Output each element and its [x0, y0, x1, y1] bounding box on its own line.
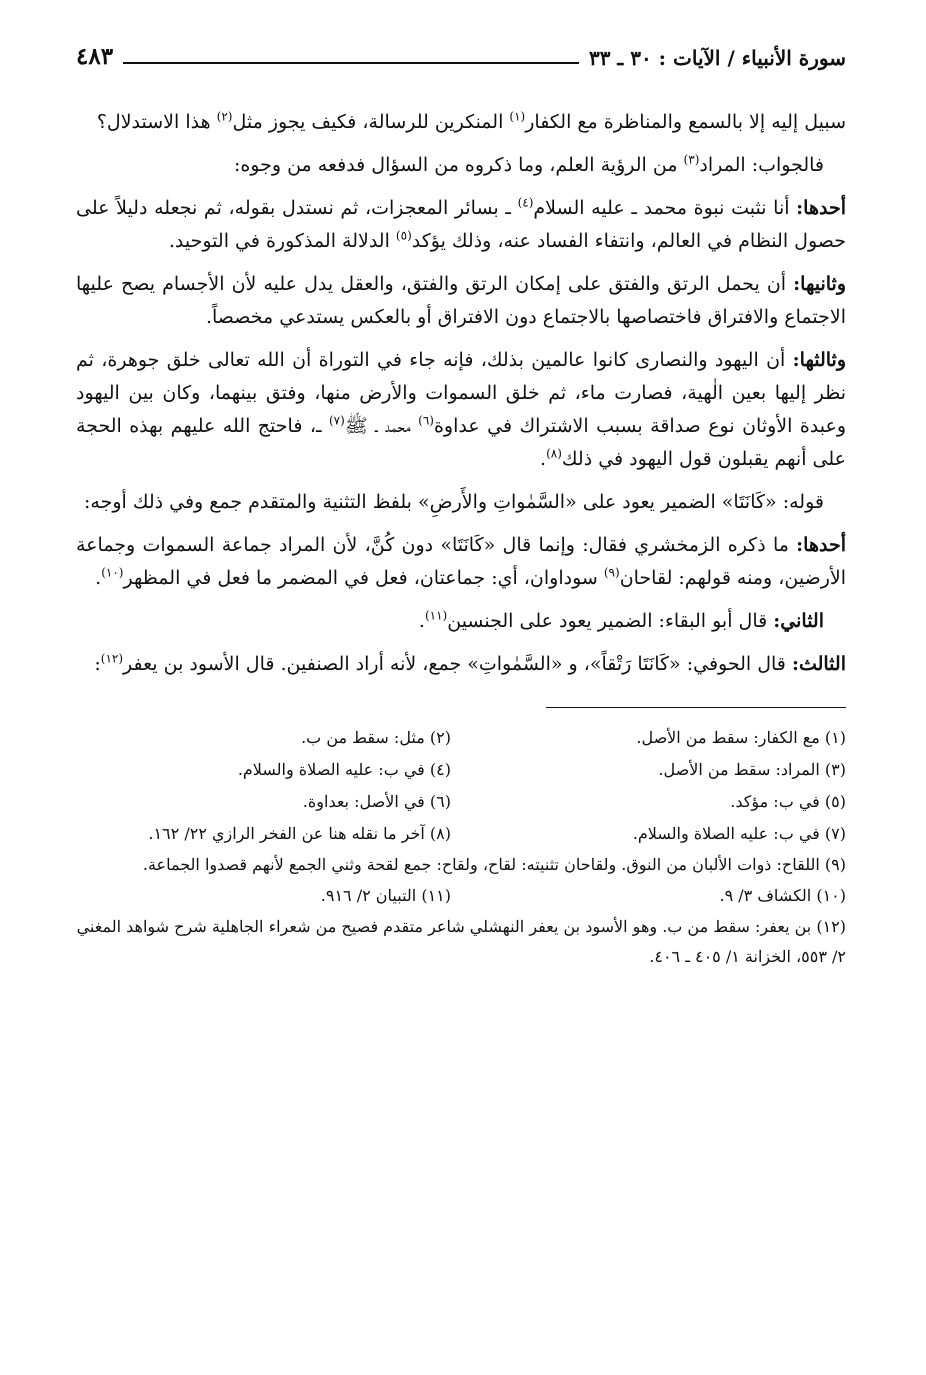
- footnote-11: (١١) التبيان ٢/ ٩١٦.: [320, 886, 451, 905]
- paragraph-text: .: [418, 610, 425, 632]
- paragraph-text: ما ذكره الزمخشري فقال: وإنما قال «كَانَتَا» دون كُنَّ، لأن المراد جماعة السموات وجماعة الأرضين، ومنه قولهم: لقاحان: [76, 534, 846, 589]
- paragraph-9: [76, 648, 846, 681]
- footnote-ref-6: (٦): [418, 413, 434, 428]
- paragraph-text: ـ، فاحتج الله عليهم بهذه الحجة على أنهم يقبلون قول اليهود في ذلك: [76, 415, 846, 470]
- paragraph-text: الدلالة المذكورة في التوحيد.: [168, 230, 396, 252]
- paragraph-text: .: [540, 448, 547, 470]
- paragraph-8: [76, 605, 846, 638]
- paragraph-text: سوداوان، أي: جماعتان، فعل في المضمر ما فعل في المظهر: [123, 567, 604, 589]
- footnote-ref-3: (٣): [683, 152, 700, 167]
- footnote-ref-8: (٨): [546, 446, 562, 461]
- paragraph-text: هذا الاستدلال؟: [96, 111, 217, 133]
- paragraph-text: أن اليهود والنصارى كانوا عالمين بذلك، فإنه جاء في التوراة أن الله تعالى خلق جوهرة، ثم نظر إليها بعين الٰهية، فصارت ماء، ثم خلق السموات والأرض منها، وفتق بينهما، وكان بين اليهود وعبدة الأوثان نوع صداقة بسبب الاشتراك في عداوة: [76, 349, 847, 437]
- paragraph-text: قوله: «كَانَتَا» الضمير يعود على «السَّمٰواتِ والأَرضِ» بلفظ التثنية والمتقدم جمع وفي ذلك أوجه:: [84, 491, 824, 513]
- paragraph-lead: أحدها:: [796, 534, 846, 556]
- footnote-3: (٣) المراد: سقط من الأصل.: [658, 760, 846, 779]
- footnote-7: (٧) في ب: عليه الصلاة والسلام.: [632, 824, 846, 843]
- running-title: سورة الأنبياء / الآيات : ٣٠ ـ ٣٣: [588, 46, 846, 70]
- footnote-8: (٨) آخر ما نقله هنا عن الفخر الرازي ٢٢/ ١٦٢.: [148, 824, 451, 843]
- paragraph-lead: الثالث:: [791, 653, 846, 675]
- footnote-ref-11: (١١): [424, 608, 448, 623]
- footnote-10: (١٠) الكشاف ٣/ ٩.: [719, 886, 846, 905]
- paragraph-lead: وثالثها:: [792, 349, 846, 371]
- paragraph-text: :: [94, 653, 101, 675]
- paragraph-lead: أحدها:: [796, 197, 846, 219]
- footnote-ref-7: (٧): [328, 413, 345, 428]
- paragraph-7: [76, 529, 846, 595]
- body-text: [76, 106, 846, 681]
- header-rule: [123, 62, 579, 64]
- page-header: [76, 36, 846, 70]
- footnote-12: (١٢) بن يعفر: سقط من ب. وهو الأسود بن يعفر النهشلي شاعر متقدم فصيح من شعراء الجاهلية شرح شواهد المغني ٢/ ٥٥٣، الخزانة ١/ ٤٠٥ ـ ٤٠٦.: [76, 917, 846, 966]
- footnote-ref-2: (٢): [216, 109, 233, 124]
- footnote-1: (١) مع الكفار: سقط من الأصل.: [636, 728, 846, 747]
- footnote-ref-4: (٤): [517, 195, 534, 210]
- paragraph-text: قال أبو البقاء: الضمير يعود على الجنسين: [447, 610, 774, 632]
- paragraph-text: فالجواب: المراد: [699, 154, 824, 176]
- footnote-5: (٥) في ب: مؤكد.: [730, 792, 846, 811]
- paragraph-text: المنكرين للرسالة، فكيف يجوز مثل: [232, 111, 510, 133]
- paragraph-5: [76, 344, 846, 476]
- paragraph-text: ـ بسائر المعجزات، ثم نستدل بقوله، ثم نجعله دليلاً على حصول النظام في العالم، وانتفاء الفساد عنه، وذلك يؤكد: [76, 197, 846, 252]
- footnote-rule: [546, 707, 846, 708]
- footnote-grid: [76, 722, 846, 972]
- paragraph-text: أنا نثبت نبوة محمد ـ عليه السلام: [533, 197, 797, 219]
- paragraph-4: [76, 268, 846, 334]
- paragraph-lead: وثانيها:: [793, 273, 846, 295]
- paragraph-text: من الرؤية العلم، وما ذكروه من السؤال فدفعه من وجوه:: [233, 154, 684, 176]
- footnote-4: (٤) في ب: عليه الصلاة والسلام.: [237, 760, 451, 779]
- paragraph-lead: الثاني:: [773, 610, 824, 632]
- footnote-2: (٢) مثل: سقط من ب.: [301, 728, 451, 747]
- paragraph-text: .: [95, 567, 102, 589]
- footnotes: [76, 707, 846, 972]
- paragraph-1: [76, 106, 846, 139]
- paragraph-3: [76, 192, 846, 258]
- page-number: ٤٨٣: [76, 43, 114, 70]
- footnote-ref-5: (٥): [395, 228, 412, 243]
- paragraph-text: أن يحمل الرتق والفتق على إمكان الرتق والفتق، والعقل يدل عليه لأن الأجسام يصح عليها الاجتماع والافتراق فاختصاصها بالاجتماع دون الافتراق أو بالعكس يستدعي مخصصاً.: [76, 273, 846, 328]
- paragraph-text: محمد ـ ﷺ: [344, 415, 419, 437]
- footnote-9: (٩) اللقاح: ذوات الألبان من النوق. ولقاحان تثنيته: لقاح، ولقاح: جمع لقحة وثني الجمع لأنهم قصدوا الجماعة.: [142, 855, 846, 874]
- footnote-ref-9: (٩): [603, 565, 620, 580]
- paragraph-6: [76, 486, 846, 519]
- footnote-ref-12: (١٢): [100, 651, 124, 666]
- paragraph-text: سبيل إليه إلا بالسمع والمناظرة مع الكفار: [525, 111, 846, 133]
- paragraph-text: قال الحوفي: «كَانَتَا رَتْقاً»، و «السَّمٰواتِ» جمع، لأنه أراد الصنفين. قال الأسود بن يعفر: [123, 653, 792, 675]
- footnote-6: (٦) في الأصل: بعداوة.: [302, 792, 451, 811]
- footnote-ref-10: (١٠): [101, 565, 124, 580]
- footnote-ref-1: (١): [509, 109, 526, 124]
- paragraph-2: [76, 149, 846, 182]
